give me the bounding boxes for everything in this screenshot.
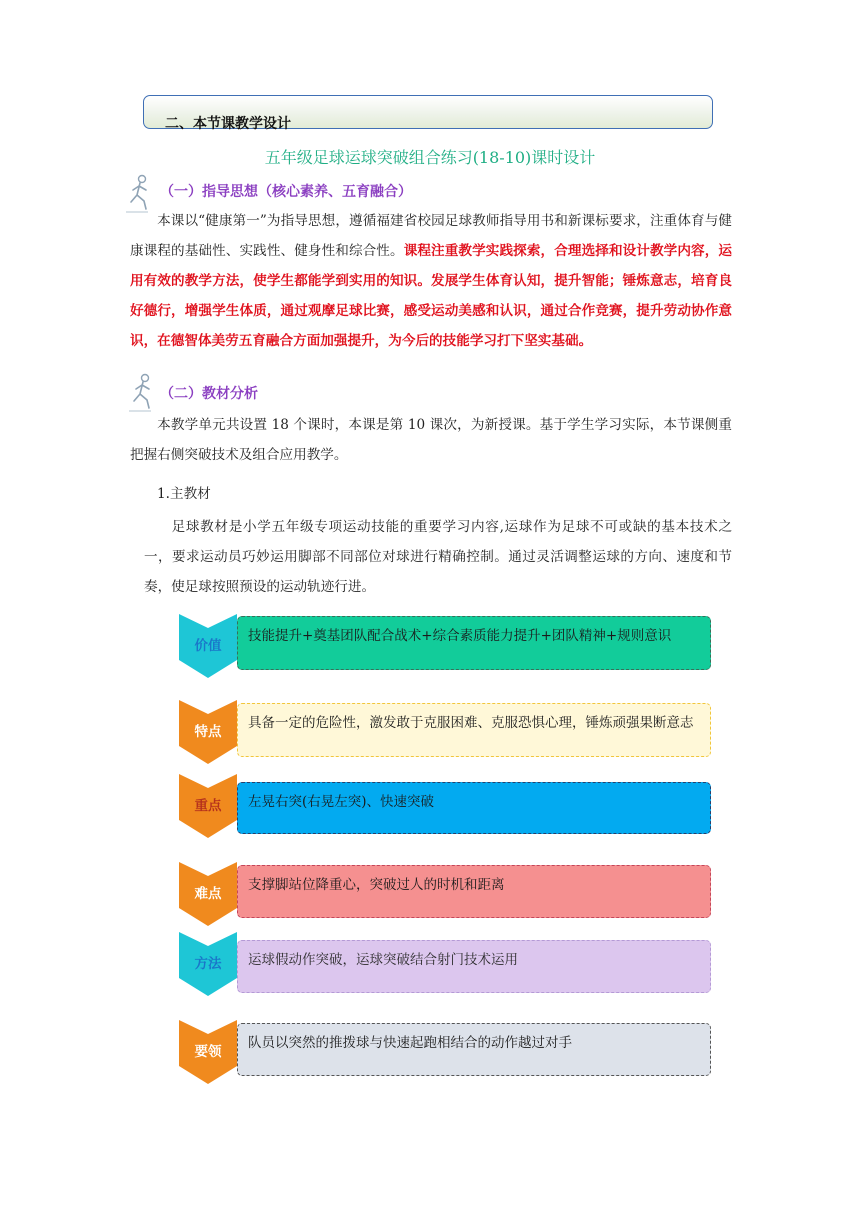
flow-chevron [179,1020,237,1084]
material-text-2: 足球教材是小学五年级专项运动技能的重要学习内容,运球作为足球不可或缺的基本技术之一，要求运动员巧妙运用脚部不同部位对球进行精确控制。通过灵活调整运球的方向、速度和节奏，使足球按照预设的运动轨迹行进。 [144,519,732,595]
material-text-1: 本教学单元共设置 18 个课时，本课是第 10 课次，为新授课。基于学生学习实际，本节课侧重把握右侧突破技术及组合应用教学。 [130,417,732,463]
flow-chevron [179,774,237,838]
section-title: 二、本节课教学设计 [165,116,291,132]
material-paragraph-1 [130,410,732,470]
flow-label: 方法 [194,956,222,972]
flow-chevron [179,700,237,764]
flow-card: 队员以突然的推拨球与快速起跑相结合的动作越过对手 [237,1023,711,1076]
flow-label: 价值 [194,638,222,654]
material-paragraph-2 [144,512,732,602]
flow-card: 左晃右突(右晃左突)、快速突破 [237,782,711,834]
flow-card: 具备一定的危险性，激发敢于克服困难、克服恐惧心理，锤炼顽强果断意志 [237,703,711,757]
guide-text-normal: 本课以“健康第一”为指导思想，遵循福建省校园足球教师指导用书和新课标要求，注重体育与健康课程的基础性、实践性、健身性和综合性。 [130,213,732,259]
flow-card: 技能提升+奠基团队配合战术+综合素质能力提升+团队精神+规则意识 [237,616,711,670]
guide-paragraph [130,206,732,356]
flow-label: 特点 [194,724,222,740]
flow-label: 要领 [194,1044,222,1060]
flow-card: 运球假动作突破，运球突破结合射门技术运用 [237,940,711,993]
flow-chevron [179,614,237,678]
flow-card: 支撑脚站位降重心，突破过人的时机和距离 [237,865,711,918]
flow-chevron [179,932,237,996]
flow-label: 难点 [194,886,222,902]
flow-chevron [179,862,237,926]
guide-heading: （一）指导思想（核心素养、五育融合） [160,184,412,200]
runner-icon [127,373,157,413]
main-material-subheading [157,479,717,509]
main-material-label: 1.主教材 [157,486,211,502]
guide-text-highlight: 课程注重教学实践探索，合理选择和设计教学内容，运用有效的教学方法，使学生都能学到实用的知识。发展学生体育认知，提升智能；锤炼意志，培育良好德行，增强学生体质，通过观摩足球比赛，感受运动美感和认识，通过合作竞赛，提升劳动协作意识，在德智体美劳五育融合方面加强提升，为今后的技能学习打下坚实基础。 [130,243,733,349]
flow-label: 重点 [194,798,222,814]
material-heading: （二）教材分析 [160,386,258,402]
document-title: 五年级足球运球突破组合练习(18-10)课时设计 [264,148,596,167]
